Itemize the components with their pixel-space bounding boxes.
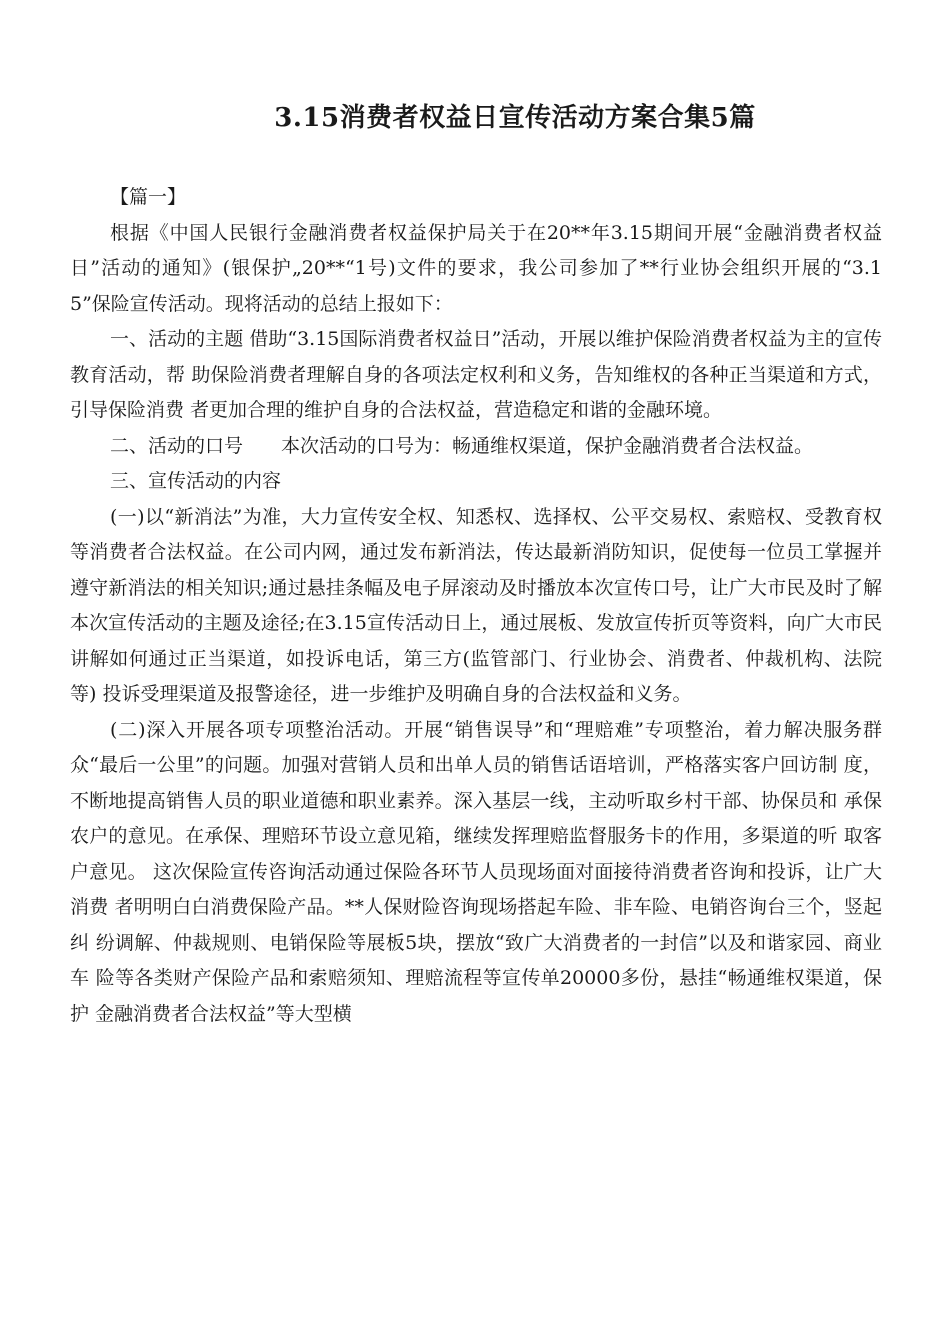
paragraph-content-heading: 三、宣传活动的内容 [110,470,282,492]
paragraph-content-two: (二)深入开展各项专项整治活动。开展“销售误导”和“理赔难”专项整治，着力解决服务群 众“最后一公里”的问题。加强对营销人员和出单人员的销售话语培训，严格落实客户回访制 度，不断地提高销售人员的职业道德和职业素养。深入基层一线，主动听取乡村干部、协保员和 承保农户的意见。在承保、理赔环节设立意见箱，继续发挥理赔监督服务卡的作用，多渠道的听 取客户意见。 这次保险宣传咨询活动通过保险各环节人员现场面对面接待消费者咨询和投诉，让广大消费 者明明白白消费保险产品。**人保财险咨询现场搭起车险、非车险、电销咨询台三个，竖起纠 纷调解、仲裁规则、电销保险等展板5块，摆放“致广大消费者的一封信”以及和谐家园、商业车 险等各类财产保险产品和索赔须知、理赔流程等宣传单20000多份，悬挂“畅通维权渠道，保护 金融消费者合法权益”等大型横 [70,718,882,1025]
paragraph-theme: 一、活动的主题 借助“3.15国际消费者权益日”活动，开展以维护保险消费者权益为主的宣传教育活动，帮 助保险消费者理解自身的各项法定权利和义务，告知维权的各种正当渠道和方式，引导保险消费 者更加合理的维护自身的合法权益，营造稳定和谐的金融环境。 [70,328,882,421]
document-body [70,180,882,1032]
paragraph-slogan: 二、活动的口号 本次活动的口号为：畅通维权渠道，保护金融消费者合法权益。 [110,434,814,457]
paragraph-content-one: (一)以“新消法”为准，大力宣传安全权、知悉权、选择权、公平交易权、索赔权、受教育权 等消费者合法权益。在公司内网，通过发布新消法，传达最新消防知识，促使每一位员工掌握并 遵守新消法的相关知识;通过悬挂条幅及电子屏滚动及时播放本次宣传口号，让广大市民及时了解 本次宣传活动的主题及途径;在3.15宣传活动日上，通过展板、发放宣传折页等资料，向广大市民 讲解如何通过正当渠道，如投诉电话，第三方(监管部门、行业协会、消费者、仲裁机构、法院等) 投诉受理渠道及报警途径，进一步维护及明确自身的合法权益和义务。 [70,505,882,705]
paragraph-intro: 根据《中国人民银行金融消费者权益保护局关于在20**年3.15期间开展“金融消费者权益 日”活动的通知》(银保护„20**“1号)文件的要求，我公司参加了**行业协会组织开展的“3.1 5”保险宣传活动。现将活动的总结上报如下： [70,221,882,315]
section-heading: 【篇一】 [110,186,187,208]
document-title: 3.15消费者权益日宣传活动方案合集5篇 [274,103,756,133]
